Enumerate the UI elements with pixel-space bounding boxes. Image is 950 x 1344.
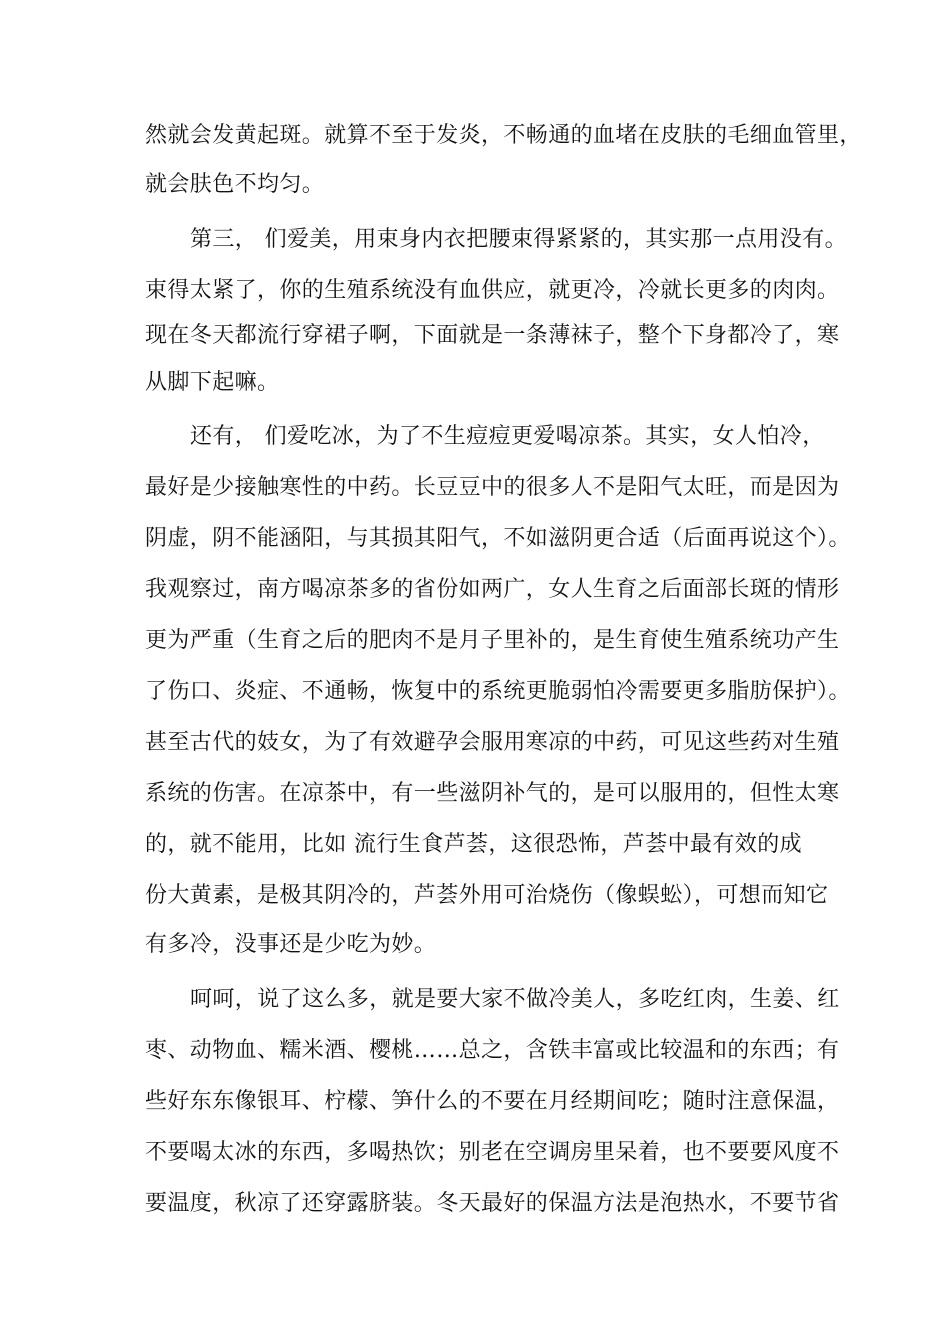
text-line: 有多冷，没事还是少吃为妙。 bbox=[145, 932, 437, 957]
text-line: 份大黄素，是极其阴冷的，芦荟外用可治烧伤（像蜈蚣），可想而知它 bbox=[145, 883, 829, 908]
text-line: 系统的伤害。在凉茶中，有一些滋阴补气的，是可以服用的，但性太寒 bbox=[145, 781, 840, 806]
text-line: 从脚下起嘛。 bbox=[145, 370, 280, 395]
text-line: 要温度，秋凉了还穿露脐装。冬天最好的保温方法是泡热水，不要节省 bbox=[145, 1191, 840, 1216]
text-line: 甚至古代的妓女，为了有效避孕会服用寒凉的中药，可见这些药对生殖 bbox=[145, 730, 840, 755]
text-line: 阴虚，阴不能涵阳，与其损其阳气，不如滋阴更合适（后面再说这个）。 bbox=[145, 526, 851, 551]
text-line: 现在冬天都流行穿裙子啊，下面就是一条薄袜子，整个下身都冷了，寒 bbox=[145, 323, 840, 348]
text-line: 第三， 们爱美，用束身内衣把腰束得紧紧的，其实那一点用没有。 bbox=[190, 227, 847, 252]
text-line: 些好东东像银耳、柠檬、笋什么的不要在月经期间吃；随时注意保温， bbox=[145, 1089, 840, 1114]
text-line: 还有， 们爱吃冰，为了不生痘痘更爱喝凉茶。其实，女人怕冷， bbox=[190, 424, 825, 449]
text-line: 我观察过，南方喝凉茶多的省份如两广，女人生育之后面部长斑的情形 bbox=[145, 577, 840, 602]
text-line: 呵呵，说了这么多，就是要大家不做冷美人，多吃红肉，生姜、红 bbox=[190, 987, 840, 1012]
text-line: 的，就不能用，比如 流行生食芦荟，这很恐怖，芦荟中最有效的成 bbox=[145, 832, 802, 857]
text-line: 更为严重（生育之后的肥肉不是月子里补的，是生育使生殖系统功产生 bbox=[145, 628, 840, 653]
text-line: 枣、动物血、糯米酒、樱桃……总之，含铁丰富或比较温和的东西；有 bbox=[145, 1038, 840, 1063]
text-line: 然就会发黄起斑。就算不至于发炎，不畅通的血堵在皮肤的毛细血管里， bbox=[145, 123, 862, 148]
text-line: 最好是少接触寒性的中药。长豆豆中的很多人不是阳气太旺，而是因为 bbox=[145, 475, 840, 500]
text-line: 了伤口、炎症、不通畅，恢复中的系统更脆弱怕冷需要更多脂肪保护）。 bbox=[145, 679, 851, 704]
text-line: 不要喝太冰的东西，多喝热饮；别老在空调房里呆着，也不要要风度不 bbox=[145, 1140, 840, 1165]
text-line: 就会肤色不均匀。 bbox=[145, 172, 325, 197]
text-line: 束得太紧了，你的生殖系统没有血供应，就更冷，冷就长更多的肉肉。 bbox=[145, 278, 840, 303]
